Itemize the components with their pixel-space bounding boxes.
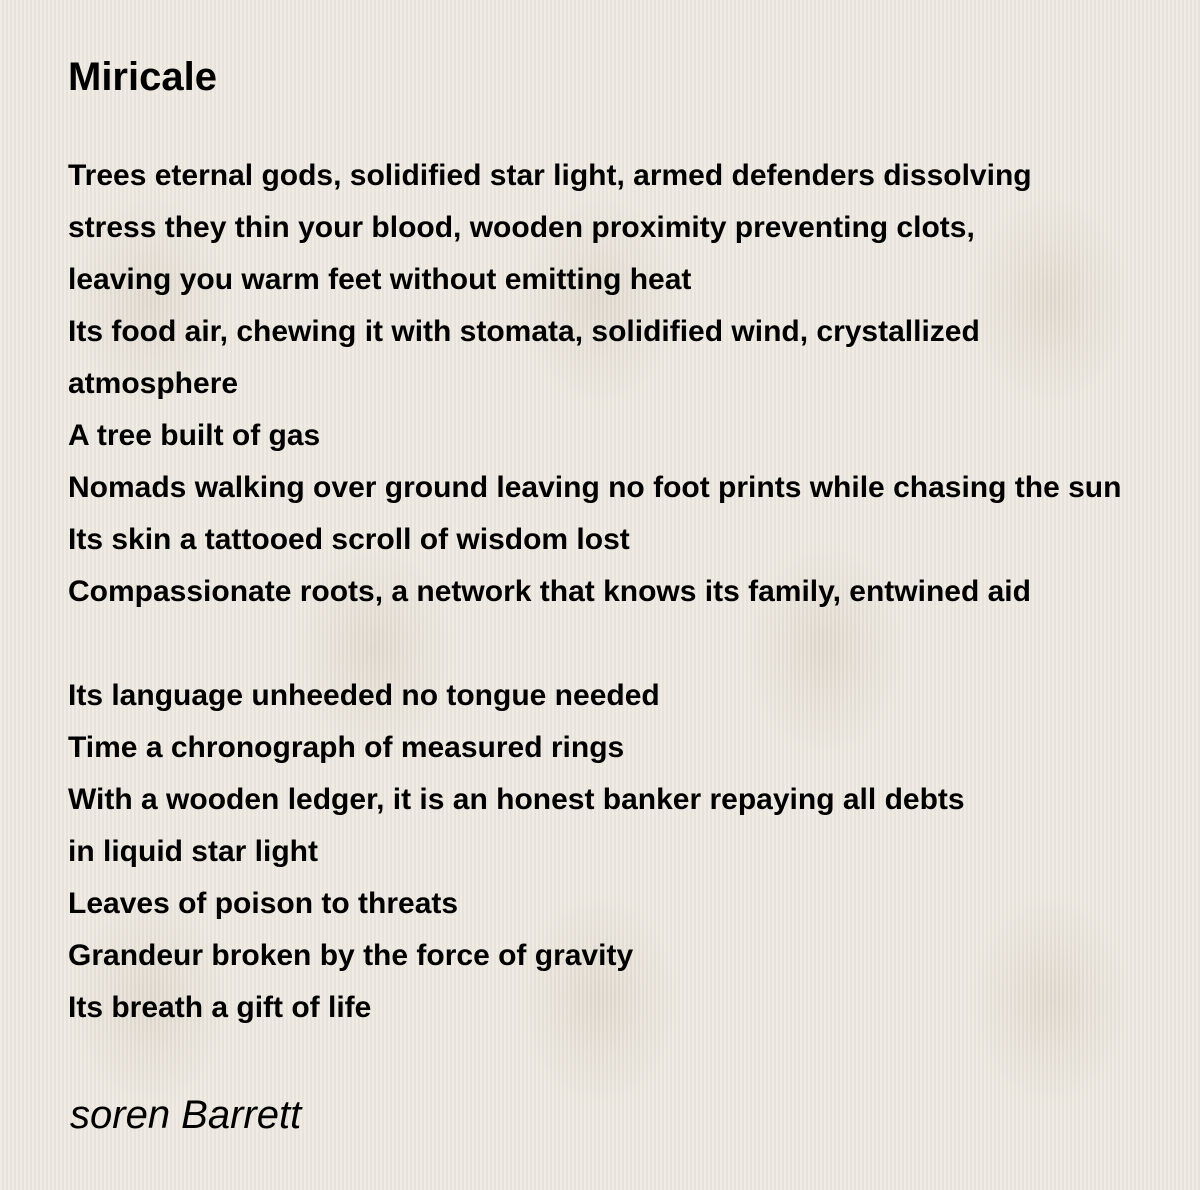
stanza-1 [68, 150, 1200, 618]
stanza-break [68, 618, 1200, 670]
poem-line: Its skin a tattooed scroll of wisdom lost [68, 523, 630, 556]
poem-line: Grandeur broken by the force of gravity [68, 939, 634, 972]
poem-line: Nomads walking over ground leaving no foot prints while chasing the sun [68, 471, 1122, 504]
poem-line: Trees eternal gods, solidified star light, armed defenders dissolving [68, 159, 1032, 192]
stanza-2 [68, 670, 1200, 1034]
poem-line: Compassionate roots, a network that knows its family, entwined aid [68, 575, 1031, 608]
poem-line: in liquid star light [68, 835, 318, 868]
poem-line: A tree built of gas [68, 419, 321, 452]
poem-line: stress they thin your blood, wooden proximity preventing clots, [68, 211, 975, 244]
poem-line: Leaves of poison to threats [68, 887, 459, 920]
poem-line: With a wooden ledger, it is an honest banker repaying all debts [68, 783, 965, 816]
poem-author: soren Barrett [70, 1093, 302, 1137]
poem-line: Its language unheeded no tongue needed [68, 679, 660, 712]
poem-line: atmosphere [68, 367, 239, 400]
poem-line: leaving you warm feet without emitting heat [68, 263, 692, 296]
poem-body [68, 150, 1200, 1034]
poem-line: Time a chronograph of measured rings [68, 731, 625, 764]
poem-title: Miricale [68, 55, 217, 99]
poem-line: Its breath a gift of life [68, 991, 372, 1024]
poem-line: Its food air, chewing it with stomata, solidified wind, crystallized [68, 315, 980, 348]
